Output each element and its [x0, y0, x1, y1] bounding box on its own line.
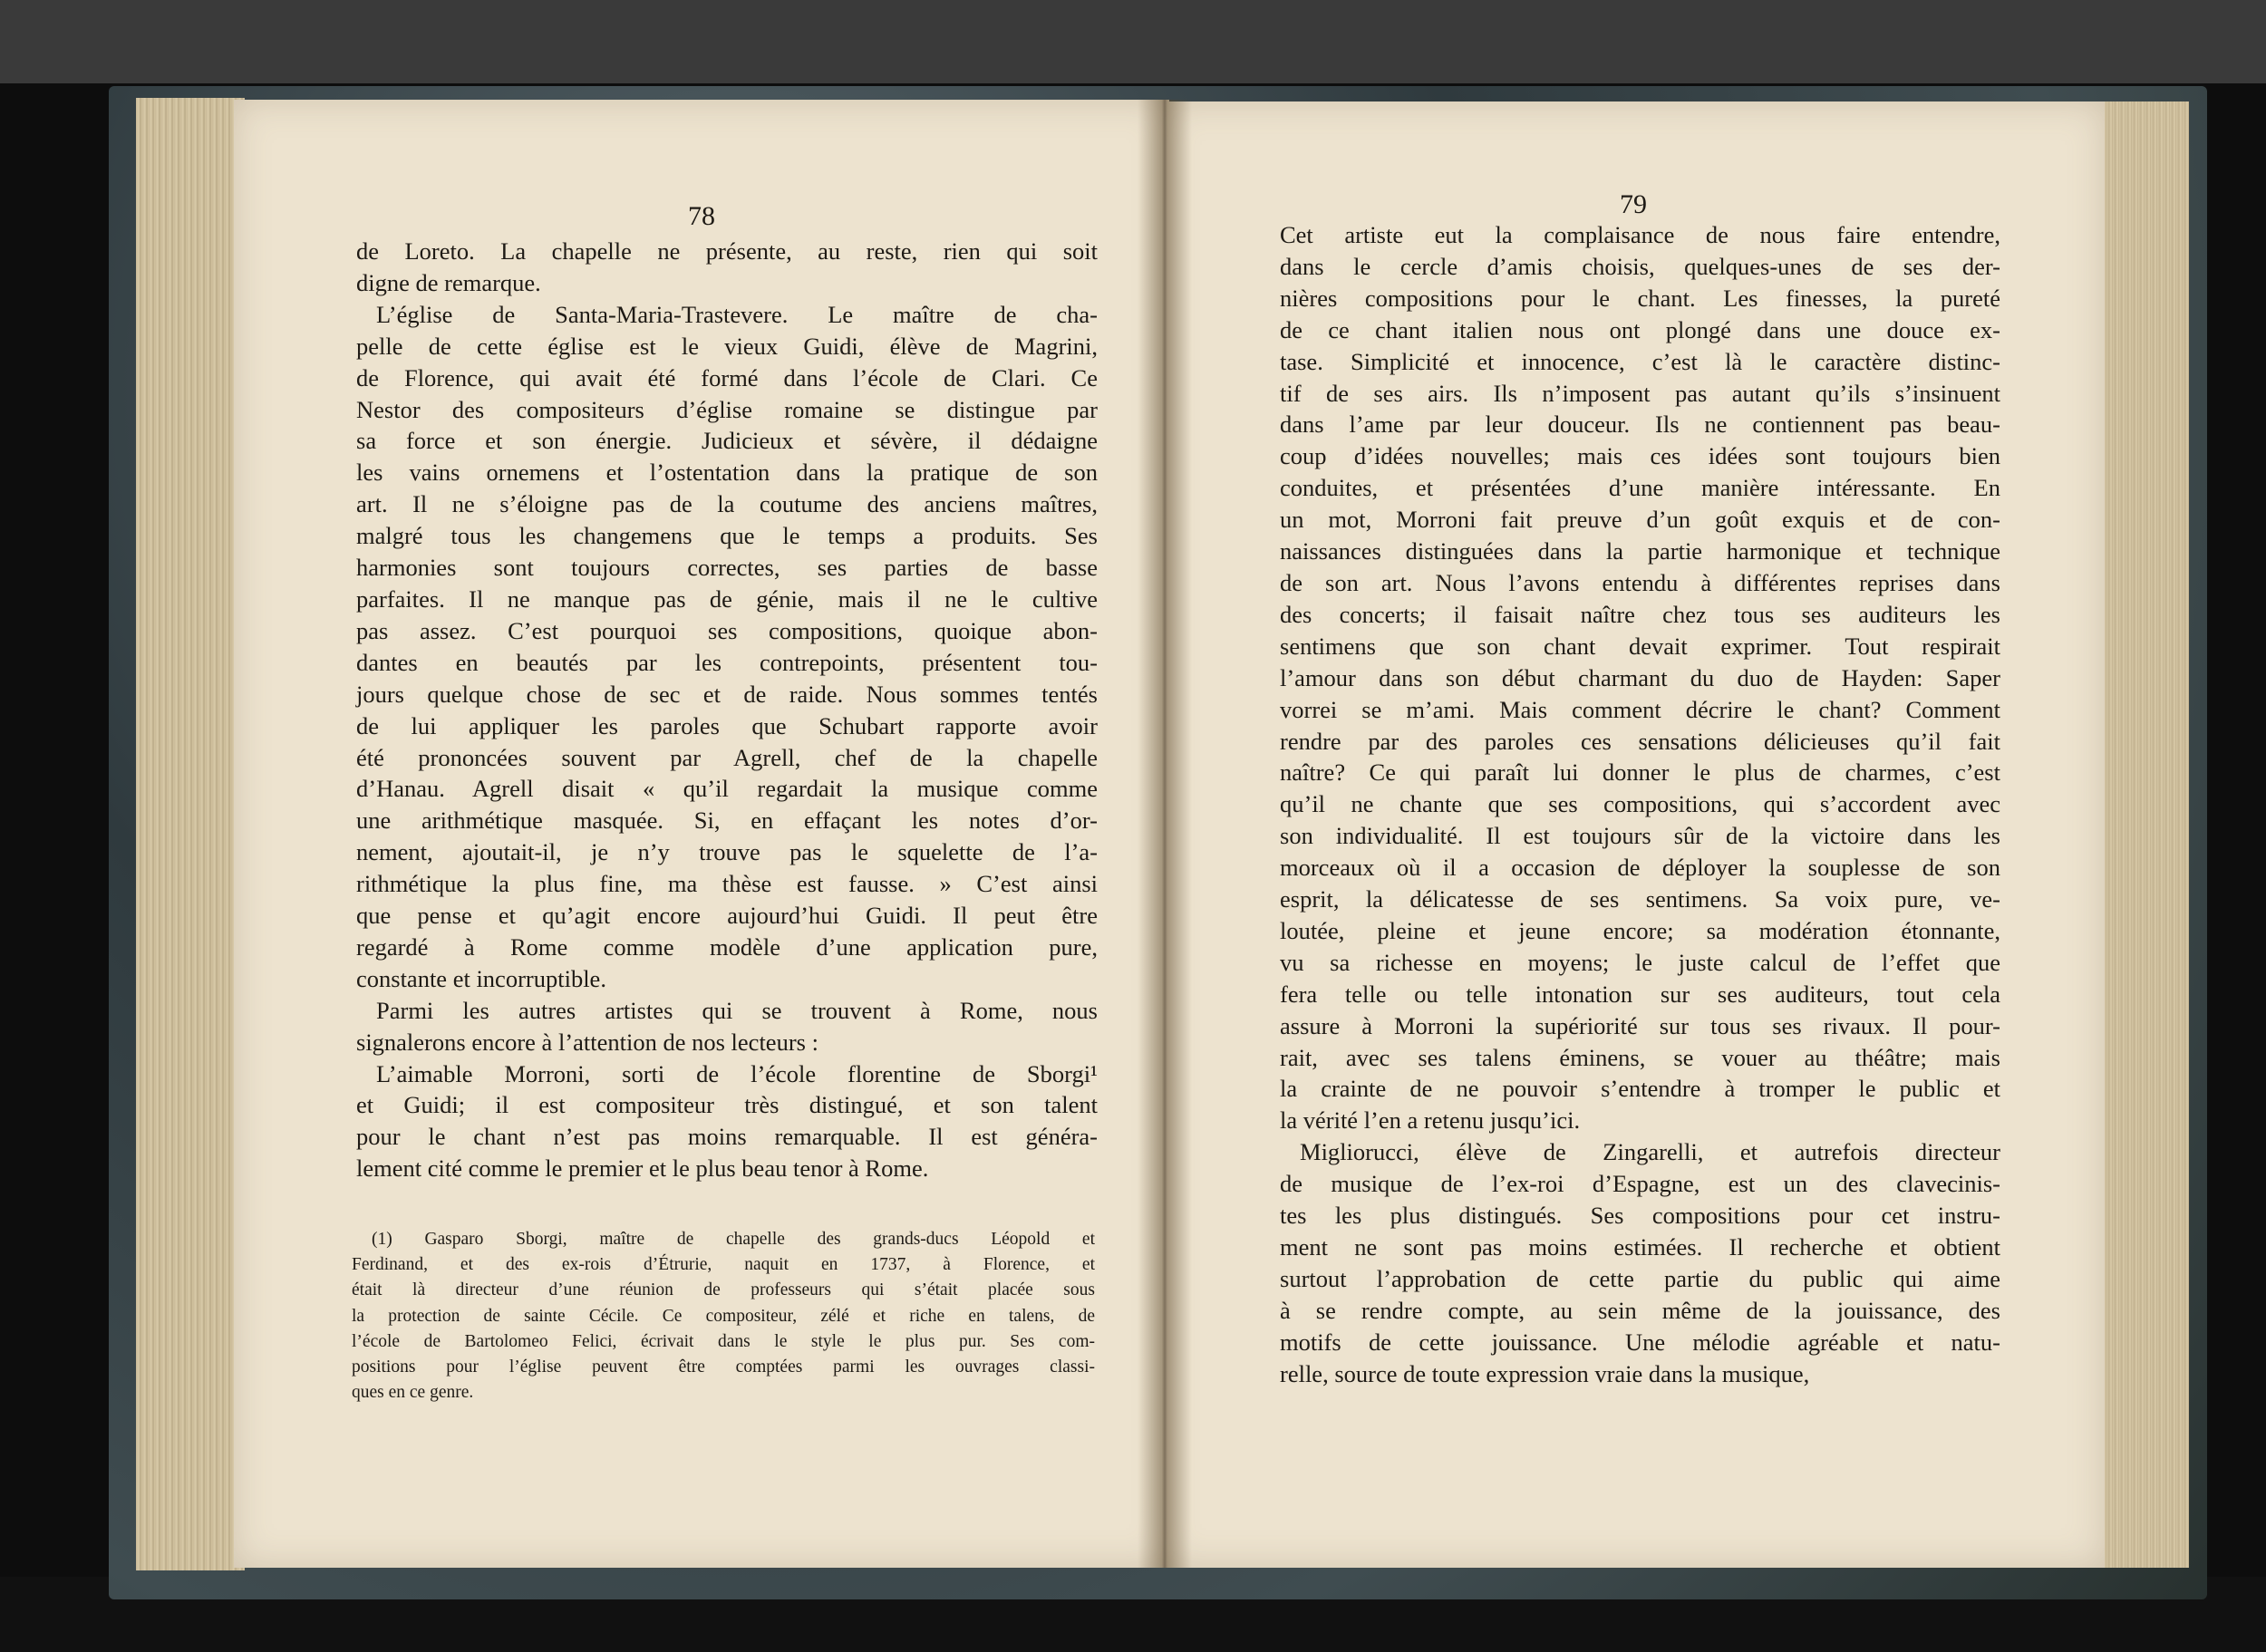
text-line: ment ne sont pas moins estimées. Il recherche et obtient	[1280, 1233, 2000, 1261]
text-line: digne de remarque.	[356, 268, 541, 296]
text-line: Migliorucci, élève de Zingarelli, et autrefois directeur	[1300, 1138, 2000, 1166]
text-line: vorrei se m’ami. Mais comment décrire le chant? Comment	[1280, 695, 2000, 723]
text-line: rithmétique la plus fine, ma thèse est fausse. » C’est ainsi	[356, 870, 1098, 898]
text-line: regardé à Rome comme modèle d’une application pure,	[356, 932, 1098, 961]
text-line: Nestor des compositeurs d’église romaine se distingue par	[356, 395, 1098, 423]
text-line: était là directeur d’une réunion de professeurs qui s’était placée sous	[352, 1280, 1095, 1300]
text-line: (1) Gasparo Sborgi, maître de chapelle des grands-ducs Léopold et	[372, 1230, 1095, 1249]
text-line: Parmi les autres artistes qui se trouvent à Rome, nous	[376, 996, 1098, 1024]
text-line: loutée, pleine et jeune encore; sa modération étonnante,	[1280, 916, 2000, 944]
text-line: des concerts; il faisait naître chez tous ses auditeurs les	[1280, 600, 2000, 628]
page-edges-right	[2094, 101, 2189, 1568]
text-line: dans le cercle d’amis choisis, quelques-unes de ses der-	[1280, 252, 2000, 280]
text-line: motifs de cette jouissance. Une mélodie agréable et natu-	[1280, 1328, 2000, 1356]
text-line: positions pour l’église peuvent être comptées parmi les ouvrages classi-	[352, 1357, 1095, 1377]
text-line: l’amour dans son début charmant du duo de Hayden: Saper	[1280, 663, 2000, 691]
text-line: l’école de Bartolomeo Felici, écrivait dans le style le plus pur. Ses com-	[352, 1331, 1095, 1351]
text-line: de Loreto. La chapelle ne présente, au reste, rien qui soit	[356, 237, 1098, 265]
text-line: parfaites. Il ne manque pas de génie, mais il ne le cultive	[356, 584, 1098, 613]
text-line: assure à Morroni la supériorité sur tous ses rivaux. Il pour-	[1280, 1011, 2000, 1039]
text-line: été prononcées souvent par Agrell, chef de la chapelle	[356, 743, 1098, 771]
text-line: pelle de cette église est le vieux Guidi, élève de Magrini,	[356, 332, 1098, 360]
text-line: son individualité. Il est toujours sûr de la victoire dans les	[1280, 822, 2000, 850]
text-line: pas assez. C’est pourquoi ses compositions, quoique abon-	[356, 616, 1098, 644]
text-line: dantes en beautés par les contrepoints, présentent tou-	[356, 648, 1098, 676]
text-line: tes les plus distingués. Ses compositions pour cet instru-	[1280, 1202, 2000, 1230]
left-page-footnote	[352, 1227, 1095, 1406]
text-line: que pense et qu’agit encore aujourd’hui Guidi. Il peut être	[356, 902, 1098, 930]
text-line: tif de ses airs. Ils n’imposent pas autant qu’ils s’insinuent	[1280, 379, 2000, 407]
text-line: signalerons encore à l’attention de nos lecteurs :	[356, 1028, 818, 1056]
left-page-body	[356, 236, 1098, 1184]
text-line: la crainte de ne pouvoir s’entendre à tromper le public et	[1280, 1075, 2000, 1103]
text-line: nières compositions pour le chant. Les finesses, la pureté	[1280, 284, 2000, 312]
text-line: surtout l’approbation de cette partie du public qui aime	[1280, 1264, 2000, 1292]
text-line: de lui appliquer les paroles que Schubart rapporte avoir	[356, 711, 1098, 739]
text-line: jours quelque chose de sec et de raide. Nous sommes tentés	[356, 680, 1098, 708]
text-line: L’aimable Morroni, sorti de l’école florentine de Sborgi¹	[376, 1059, 1098, 1087]
page-number-left: 78	[688, 201, 715, 231]
left-page	[234, 100, 1169, 1568]
text-line: naissances distinguées dans la partie harmonique et technique	[1280, 537, 2000, 565]
text-line: ques en ce genre.	[352, 1383, 474, 1403]
text-line: constante et incorruptible.	[356, 964, 606, 992]
text-line: de musique de l’ex-roi d’Espagne, est un des clavecinis-	[1280, 1170, 2000, 1198]
text-line: qu’il ne chante que ses compositions, qui s’accordent avec	[1280, 790, 2000, 818]
page-number-right: 79	[1620, 189, 1647, 219]
text-line: vu sa richesse en moyens; le juste calcul de l’effet que	[1280, 948, 2000, 976]
text-line: de son art. Nous l’avons entendu à différentes reprises dans	[1280, 568, 2000, 596]
text-line: la vérité l’en a retenu jusqu’ici.	[1280, 1106, 1581, 1135]
text-line: L’église de Santa-Maria-Trastevere. Le maître de cha-	[376, 300, 1098, 328]
book-gutter	[1138, 100, 1192, 1568]
text-line: conduites, et présentées d’une manière intéressante. En	[1280, 474, 2000, 502]
text-line: rendre par des paroles ces sensations délicieuses qu’il fait	[1280, 727, 2000, 755]
right-page-body	[1280, 219, 2000, 1390]
text-line: morceaux où il a occasion de déployer la souplesse de son	[1280, 854, 2000, 882]
text-line: malgré tous les changemens que le temps a produits. Ses	[356, 522, 1098, 550]
text-line: Ferdinand, et des ex-rois d’Étrurie, naquit en 1737, à Florence, et	[352, 1255, 1095, 1275]
text-line: harmonies sont toujours correctes, ses parties de basse	[356, 554, 1098, 582]
text-line: les vains ornemens et l’ostentation dans la pratique de son	[356, 459, 1098, 487]
text-line: la protection de sainte Cécile. Ce compositeur, zélé et riche en talens, de	[352, 1306, 1095, 1326]
text-line: à se rendre compte, au sein même de la jouissance, des	[1280, 1296, 2000, 1324]
text-line: lement cité comme le premier et le plus beau tenor à Rome.	[356, 1154, 929, 1183]
text-line: de Florence, qui avait été formé dans l’école de Clari. Ce	[356, 363, 1098, 391]
text-line: d’Hanau. Agrell disait « qu’il regardait la musique comme	[356, 775, 1098, 803]
text-line: relle, source de toute expression vraie dans la musique,	[1280, 1359, 1810, 1387]
right-page	[1162, 101, 2105, 1568]
text-line: rait, avec ses talens éminens, se vouer au théâtre; mais	[1280, 1043, 2000, 1071]
text-line: esprit, la délicatesse de ses sentimens. Sa voix pure, ve-	[1280, 885, 2000, 913]
text-line: un mot, Morroni fait preuve d’un goût exquis et de con-	[1280, 506, 2000, 534]
text-line: tase. Simplicité et innocence, c’est là le caractère distinc-	[1280, 347, 2000, 375]
text-line: sa force et son énergie. Judicieux et sévère, il dédaigne	[356, 427, 1098, 455]
text-line: Cet artiste eut la complaisance de nous faire entendre,	[1280, 221, 2000, 248]
scanner-background-top	[0, 0, 2266, 83]
text-line: de ce chant italien nous ont plongé dans une douce ex-	[1280, 315, 2000, 343]
text-line: dans l’ame par leur douceur. Ils ne contiennent pas beau-	[1280, 411, 2000, 439]
text-line: pour le chant n’est pas moins remarquable. Il est généra-	[356, 1123, 1098, 1151]
page-edges-left	[136, 98, 245, 1570]
text-line: naître? Ce qui paraît lui donner le plus de charmes, c’est	[1280, 758, 2000, 787]
text-line: et Guidi; il est compositeur très distingué, et son talent	[356, 1091, 1098, 1119]
text-line: sentimens que son chant devait exprimer. Tout respirait	[1280, 632, 2000, 660]
text-line: art. Il ne s’éloigne pas de la coutume des anciens maîtres,	[356, 490, 1098, 518]
text-line: coup d’idées nouvelles; mais ces idées sont toujours bien	[1280, 442, 2000, 470]
text-line: nement, ajoutait-il, je n’y trouve pas le squelette de l’a-	[356, 838, 1098, 866]
text-line: une arithmétique masquée. Si, en effaçant les notes d’or-	[356, 807, 1098, 835]
text-line: fera telle ou telle intonation sur ses auditeurs, tout cela	[1280, 980, 2000, 1008]
